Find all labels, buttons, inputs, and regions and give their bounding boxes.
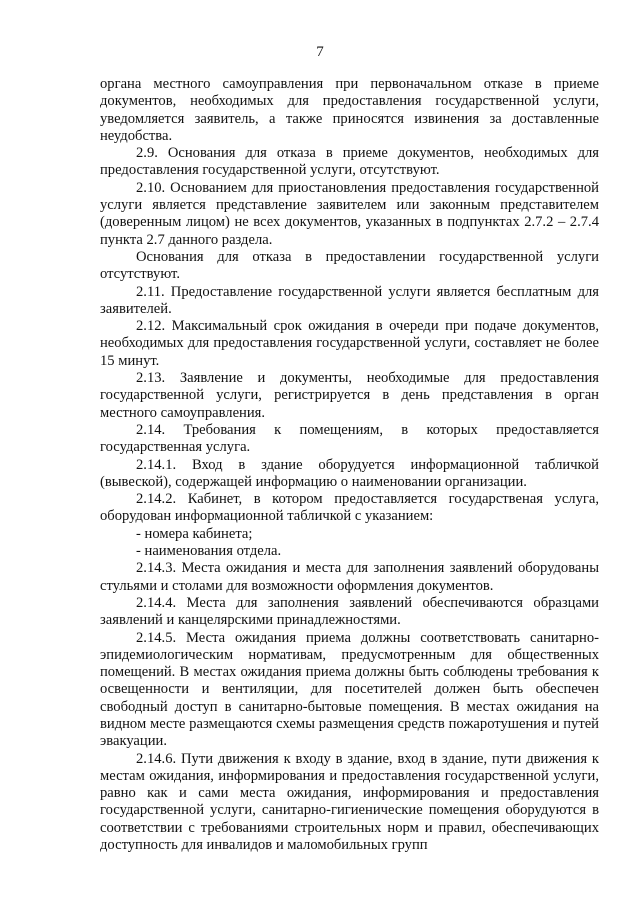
paragraph: 2.11. Предоставление государственной услуги является бесплатным для заявителей. [100, 283, 599, 317]
paragraph: 2.14.1. Вход в здание оборудуется информационной табличкой (вывеской), содержащей информацию о наименовании организации. [100, 456, 599, 490]
paragraph: 2.10. Основанием для приостановления предоставления государственной услуги является представление заявителем или законным представителем (доверенным лицом) не всех документов, указанных в подпунктах 2.7.2 – 2.7.4 пункта 2.7 данного раздела. [100, 179, 599, 248]
paragraph: органа местного самоуправления при первоначальном отказе в приеме документов, необходимых для предоставления государственной услуги, уведомляется заявитель, а также приносятся извинения за доставленные неудобства. [100, 76, 599, 144]
paragraph: 2.14.5. Места ожидания приема должны соответствовать санитарно-эпидемиологическим нормативам, предусмотренным для общественных помещений. В местах ожидания приема должны быть соблюдены требования к освещенности и вентиляции, для посетителей должен быть обеспечен свободный доступ в санитарно-бытовые помещения. В местах ожидания на видном месте размещаются схемы размещения средств пожаротушения и путей эвакуации. [100, 629, 599, 750]
paragraph: 2.14.2. Кабинет, в котором предоставляется государственая услуга, оборудован информационной табличкой с указанием: [100, 491, 599, 525]
paragraph: Основания для отказа в предоставлении государственной услуги отсутствуют. [100, 248, 599, 283]
paragraph: - номера кабинета; [136, 525, 253, 542]
paragraph: 2.14.4. Места для заполнения заявлений обеспечиваются образцами заявлений и канцелярскими принадлежностями. [100, 594, 599, 629]
paragraph: 2.14.3. Места ожидания и места для заполнения заявлений оборудованы стульями и столами для возможности оформления документов. [100, 560, 599, 594]
page-number: 7 [316, 44, 324, 60]
document-body [100, 76, 599, 854]
paragraph: 2.14.6. Пути движения к входу в здание, вход в здание, пути движения к местам ожидания, информирования и предоставления государственной услуги, равно как и сами места ожидания, информирования и предоставления государственной услуги, санитарно-гигиенические помещения оборудуются в соответствии с требованиями строительных норм и правил, обеспечивающих доступность для инвалидов и маломобильных групп [100, 750, 599, 854]
paragraph: 2.13. Заявление и документы, необходимые для предоставления государственной услуги, регистрируется в день представления в орган местного самоуправления. [100, 370, 599, 421]
paragraph: 2.14. Требования к помещениям, в которых предоставляется государственная услуга. [100, 421, 599, 456]
paragraph: 2.12. Максимальный срок ожидания в очереди при подаче документов, необходимых для предоставления государственной услуги, составляет не более 15 минут. [100, 318, 599, 369]
paragraph: - наименования отдела. [136, 543, 282, 560]
paragraph: 2.9. Основания для отказа в приеме документов, необходимых для предоставления государственной услуги, отсутствуют. [100, 145, 599, 179]
